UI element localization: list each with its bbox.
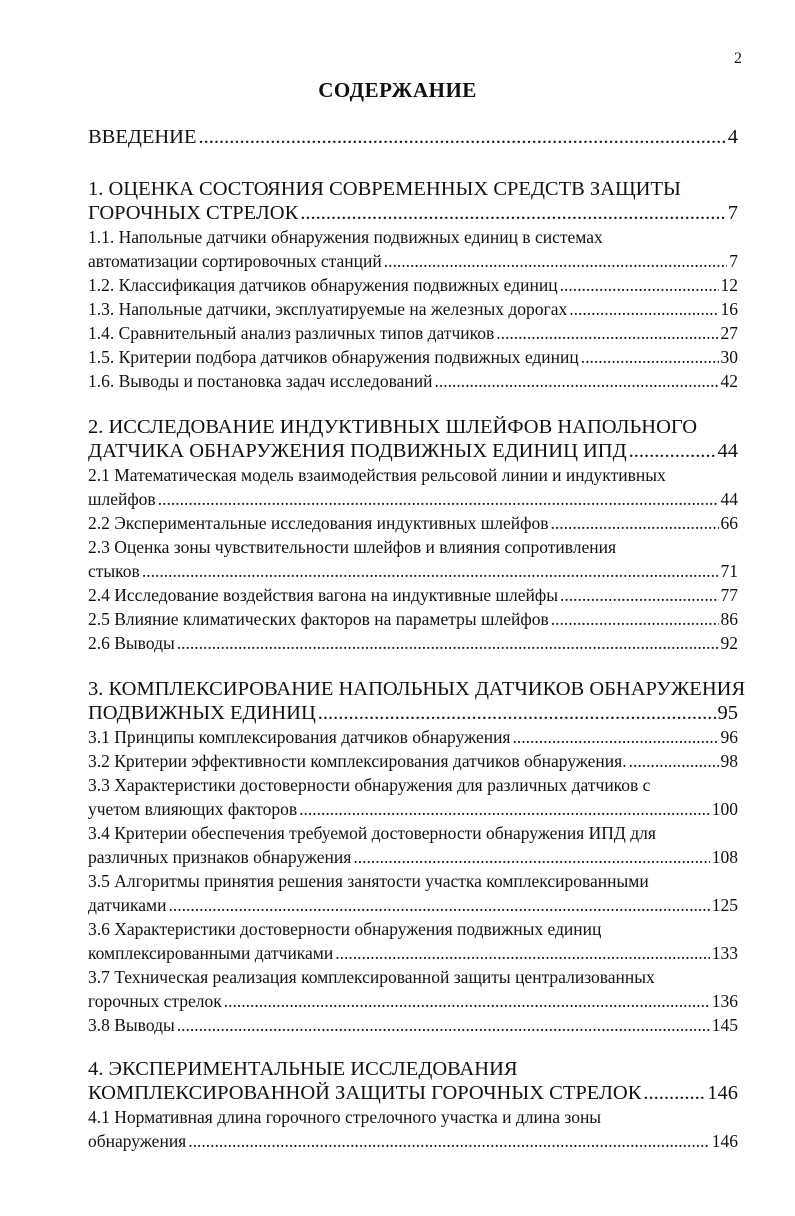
toc-entry-text: 1.2. Классификация датчиков обнаружения подвижных единиц: [88, 275, 558, 295]
toc-page-number: 27: [720, 323, 738, 343]
toc-section-1-2: [88, 273, 738, 297]
page-number: 2: [734, 50, 742, 67]
toc-page-number: 66: [720, 513, 738, 533]
toc-entry-text: 1.6. Выводы и постановка задач исследований: [88, 371, 433, 391]
dot-leader: [168, 893, 709, 917]
toc-page-number: 44: [717, 440, 738, 462]
toc-section-2-1: [88, 487, 738, 511]
toc-entry-text: учетом влияющих факторов: [88, 799, 298, 819]
dot-leader: [177, 1013, 710, 1037]
toc-section-3-7: [88, 989, 738, 1013]
toc-entry-text: 1.3. Напольные датчики, эксплуатируемые на железных дорогах: [88, 299, 568, 319]
toc-section-3-3: [88, 797, 738, 821]
toc-chapter-3-title: 3. КОМПЛЕКСИРОВАНИЕ НАПОЛЬНЫХ ДАТЧИКОВ ОБНАРУЖЕНИЯ: [88, 678, 746, 700]
toc-entry-text: ДАТЧИКА ОБНАРУЖЕНИЯ ПОДВИЖНЫХ ЕДИНИЦ ИПД: [88, 440, 627, 462]
toc-page-number: 44: [720, 489, 738, 509]
toc-section-4-1: [88, 1129, 738, 1153]
toc-entry-intro: [88, 125, 738, 149]
dot-leader: [629, 749, 719, 773]
toc-entry-text: обнаружения: [88, 1131, 187, 1151]
toc-entry-text: различных признаков обнаружения: [88, 847, 352, 867]
dot-leader: [560, 583, 719, 607]
toc-chapter-3: [88, 701, 738, 725]
toc-section-1-1: [88, 249, 738, 273]
dot-leader: [353, 845, 709, 869]
dot-leader: [629, 439, 716, 463]
toc-entry-text: датчиками: [88, 895, 167, 915]
toc-entry-text: 3.8 Выводы: [88, 1015, 175, 1035]
toc-chapter-1-title: 1. ОЦЕНКА СОСТОЯНИЯ СОВРЕМЕННЫХ СРЕДСТВ ЗАЩИТЫ: [88, 178, 681, 200]
dot-leader: [551, 607, 719, 631]
toc-page-number: 108: [711, 847, 738, 867]
toc-section-2-5: [88, 607, 738, 631]
toc-page-number: 92: [720, 633, 738, 653]
toc-chapter-4-title: 4. ЭКСПЕРИМЕНТАЛЬНЫЕ ИССЛЕДОВАНИЯ: [88, 1058, 518, 1080]
toc-page-number: 12: [720, 275, 738, 295]
dot-leader: [384, 249, 727, 273]
toc-entry-text: 3.1 Принципы комплексирования датчиков обнаружения: [88, 727, 511, 747]
dot-leader: [142, 559, 719, 583]
dot-leader: [581, 345, 719, 369]
toc-page-number: 145: [711, 1015, 738, 1035]
toc-chapter-1: [88, 201, 738, 225]
toc-page-number: 7: [729, 251, 738, 271]
dot-leader: [434, 369, 718, 393]
toc-page-number: 71: [720, 561, 738, 581]
toc-chapter-2: [88, 439, 738, 463]
dot-leader: [158, 487, 719, 511]
toc-entry-text: 2.5 Влияние климатических факторов на параметры шлейфов: [88, 609, 549, 629]
toc-section-3-1: [88, 725, 738, 749]
toc-entry-text: 3.2 Критерии эффективности комплексирования датчиков обнаружения.: [88, 751, 627, 771]
toc-section-3-6-title: 3.6 Характеристики достоверности обнаружения подвижных единиц: [88, 919, 602, 939]
toc-section-2-2: [88, 511, 738, 535]
toc-entry-text: ГОРОЧНЫХ СТРЕЛОК: [88, 202, 299, 224]
dot-leader: [551, 511, 719, 535]
toc-page-number: 86: [720, 609, 738, 629]
toc-section-4-1-title: 4.1 Нормативная длина горочного стрелочного участка и длина зоны: [88, 1107, 602, 1127]
toc-entry-text: 1.4. Сравнительный анализ различных типов датчиков: [88, 323, 495, 343]
toc-section-1-1-title: 1.1. Напольные датчики обнаружения подвижных единиц в системах: [88, 227, 603, 247]
toc-page-number: 16: [720, 299, 738, 319]
toc-section-3-7-title: 3.7 Техническая реализация комплексированной защиты централизованных: [88, 967, 655, 987]
toc-page-number: 100: [711, 799, 738, 819]
toc-section-3-2: [88, 749, 738, 773]
toc-page-number: 4: [727, 126, 738, 148]
page-title: СОДЕРЖАНИЕ: [318, 78, 477, 102]
toc-entry-text: 2.2 Экспериментальные исследования индуктивных шлейфов: [88, 513, 549, 533]
toc-page-number: 7: [727, 202, 738, 224]
toc-section-2-1-title: 2.1 Математическая модель взаимодействия рельсовой линии и индуктивных: [88, 465, 666, 485]
toc-section-3-4-title: 3.4 Критерии обеспечения требуемой достоверности обнаружения ИПД для: [88, 823, 656, 843]
toc-page-number: 42: [720, 371, 738, 391]
toc-entry-text: 2.6 Выводы: [88, 633, 175, 653]
dot-leader: [643, 1081, 705, 1105]
toc-section-3-4: [88, 845, 738, 869]
dot-leader: [569, 297, 718, 321]
dot-leader: [496, 321, 718, 345]
dot-leader: [224, 989, 710, 1013]
dot-leader: [188, 1129, 710, 1153]
toc-entry-text: 1.5. Критерии подбора датчиков обнаружения подвижных единиц: [88, 347, 579, 367]
dot-leader: [300, 201, 725, 225]
dot-leader: [560, 273, 719, 297]
toc-chapter-2-title: 2. ИССЛЕДОВАНИЕ ИНДУКТИВНЫХ ШЛЕЙФОВ НАПОЛЬНОГО: [88, 416, 698, 438]
toc-section-1-5: [88, 345, 738, 369]
toc-page-number: 95: [717, 702, 738, 724]
toc-entry-text: КОМПЛЕКСИРОВАННОЙ ЗАЩИТЫ ГОРОЧНЫХ СТРЕЛОК: [88, 1082, 642, 1104]
toc-section-3-8: [88, 1013, 738, 1037]
toc-section-2-3: [88, 559, 738, 583]
toc-entry-text: ВВЕДЕНИЕ: [88, 126, 197, 148]
toc-page-number: 30: [720, 347, 738, 367]
dot-leader: [335, 941, 710, 965]
toc-entry-text: стыков: [88, 561, 140, 581]
toc-entry-text: ПОДВИЖНЫХ ЕДИНИЦ: [88, 702, 316, 724]
toc-page-number: 136: [711, 991, 738, 1011]
toc-entry-text: 2.4 Исследование воздействия вагона на индуктивные шлейфы: [88, 585, 558, 605]
toc-section-2-6: [88, 631, 738, 655]
dot-leader: [513, 725, 719, 749]
toc-section-2-4: [88, 583, 738, 607]
toc-page-number: 133: [711, 943, 738, 963]
toc-section-2-3-title: 2.3 Оценка зоны чувствительности шлейфов и влияния сопротивления: [88, 537, 617, 557]
toc-section-1-4: [88, 321, 738, 345]
toc-section-3-5-title: 3.5 Алгоритмы принятия решения занятости участка комплексированными: [88, 871, 649, 891]
toc-entry-text: горочных стрелок: [88, 991, 222, 1011]
toc-section-1-6: [88, 369, 738, 393]
toc-page-number: 125: [711, 895, 738, 915]
toc-section-1-3: [88, 297, 738, 321]
toc-chapter-4: [88, 1081, 738, 1105]
toc-page-number: 98: [720, 751, 738, 771]
toc-page-number: 146: [707, 1082, 738, 1104]
toc-entry-text: шлейфов: [88, 489, 156, 509]
toc-page-number: 77: [720, 585, 738, 605]
toc-entry-text: комплексированными датчиками: [88, 943, 334, 963]
toc-page-number: 96: [720, 727, 738, 747]
toc-section-3-6: [88, 941, 738, 965]
toc-section-3-3-title: 3.3 Характеристики достоверности обнаружения для различных датчиков с: [88, 775, 651, 795]
toc-entry-text: автоматизации сортировочных станций: [88, 251, 382, 271]
toc-section-3-5: [88, 893, 738, 917]
dot-leader: [199, 125, 726, 149]
toc-page-number: 146: [711, 1131, 738, 1151]
dot-leader: [177, 631, 719, 655]
dot-leader: [318, 701, 716, 725]
dot-leader: [299, 797, 710, 821]
